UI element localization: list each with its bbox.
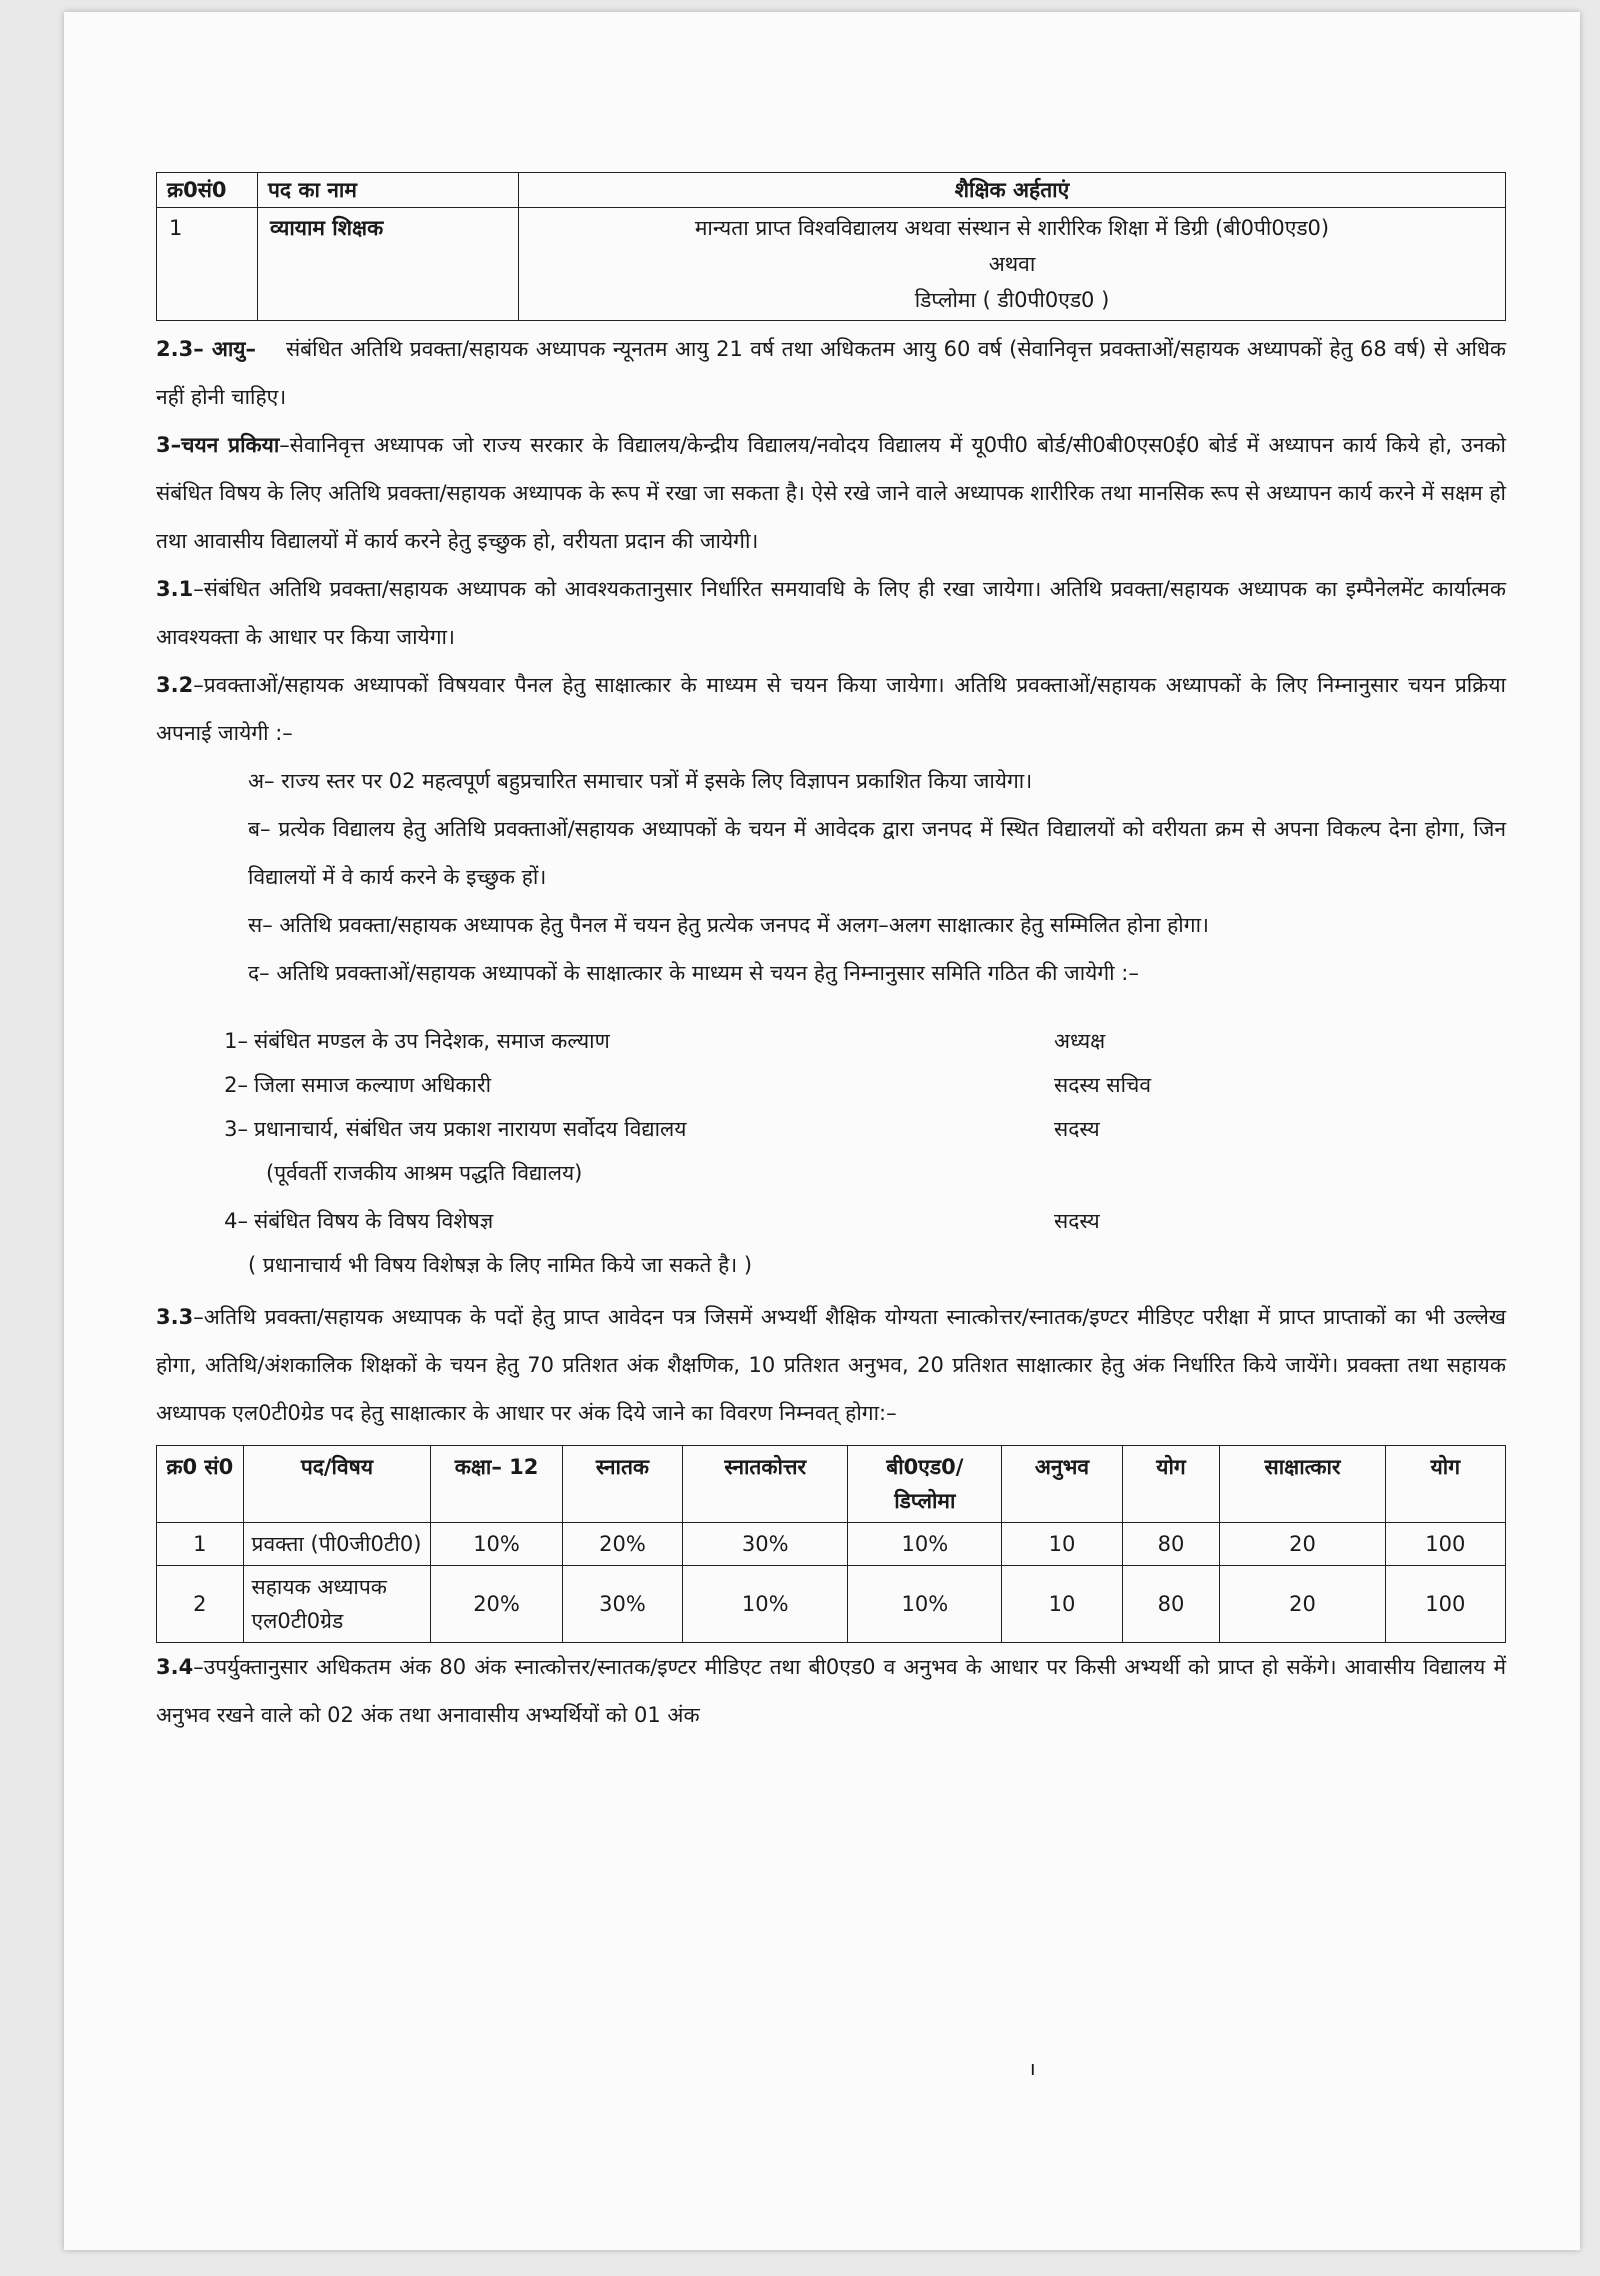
committee-list xyxy=(156,1019,1506,1287)
table-header-row xyxy=(157,173,1506,208)
committee-number: 1– xyxy=(224,1029,248,1053)
table-cell: 100 xyxy=(1385,1523,1505,1566)
table-cell: 20 xyxy=(1220,1523,1385,1566)
qualification-line: मान्यता प्राप्त विश्वविद्यालय अथवा संस्थान से शारीरिक शिक्षा में डिग्री (बी0पी0एड0) xyxy=(694,216,1330,240)
list-item: अ– राज्य स्तर पर 02 महत्वपूर्ण बहुप्रचारित समाचार पत्रों में इसके लिए विज्ञापन प्रकाशित किया जायेगा। xyxy=(248,769,1033,793)
table-header-cell: कक्षा– 12 xyxy=(431,1446,563,1523)
table-header-cell: स्नातकोत्तर xyxy=(683,1446,848,1523)
section-3-2 xyxy=(156,661,1506,757)
qualification-line: अथवा xyxy=(988,252,1036,276)
section-3-4 xyxy=(156,1643,1506,1739)
table-header-cell: बी0एड0/ डिप्लोमा xyxy=(848,1446,1002,1523)
table-header-cell: योग xyxy=(1385,1446,1505,1523)
list-item: स– अतिथि प्रवक्ता/सहायक अध्यापक हेतु पैनल में चयन हेतु प्रत्येक जनपद में अलग–अलग साक्षात्कार हेतु सम्मिलित होना होगा। xyxy=(248,913,1209,937)
section-label: 3–चयन प्रकिया xyxy=(156,433,280,457)
table-cell: 30% xyxy=(562,1566,682,1643)
marks-table xyxy=(156,1445,1506,1643)
committee-member: जिला समाज कल्याण अधिकारी xyxy=(254,1073,492,1097)
committee-role: सदस्य सचिव xyxy=(1054,1073,1152,1097)
table-header-cell: शैक्षिक अर्हताएं xyxy=(519,173,1506,208)
table-cell: व्यायाम शिक्षक xyxy=(258,208,519,321)
section-label: 3.1 xyxy=(156,577,194,601)
table-cell: 10 xyxy=(1002,1566,1122,1643)
document-body xyxy=(156,172,1506,1739)
table-cell: 100 xyxy=(1385,1566,1505,1643)
section-text: –प्रवक्ताओं/सहायक अध्यापकों विषयवार पैनल हेतु साक्षात्कार के माध्यम से चयन किया जायेगा। अतिथि प्रवक्ताओं/सहायक अध्यापकों के लिए निम्नानुसार चयन प्रक्रिया अपनाई जायेगी :– xyxy=(156,673,1506,745)
table-header-cell: पद का नाम xyxy=(258,173,519,208)
committee-item xyxy=(156,1199,1506,1243)
table-cell: प्रवक्ता (पी0जी0टी0) xyxy=(243,1523,431,1566)
section-text: –अतिथि प्रवक्ता/सहायक अध्यापक के पदों हेतु प्राप्त आवेदन पत्र जिसमें अभ्यर्थी शैक्षिक योग्यता स्नात्कोत्तर/स्नातक/इण्टर मीडिएट परीक्षा में प्राप्त प्राप्ताकों का भी उल्लेख होगा, अतिथि/अंशकालिक शिक्षकों के चयन हेतु 70 प्रतिशत अंक शैक्षणिक, 10 प्रतिशत अनुभव, 20 प्रतिशत साक्षात्कार हेतु अंक निर्धारित किये जायेंगे। प्रवक्ता तथा सहायक अध्यापक एल0टी0ग्रेड पद हेतु साक्षात्कार के आधार पर अंक दिये जाने का विवरण निम्नवत् होगा:– xyxy=(156,1305,1506,1425)
table-cell: 20% xyxy=(562,1523,682,1566)
table-row xyxy=(157,1566,1506,1643)
list-item: द– अतिथि प्रवक्ताओं/सहायक अध्यापकों के साक्षात्कार के माध्यम से चयन हेतु निम्नानुसार समिति गठित की जायेगी :– xyxy=(248,961,1139,985)
committee-member: संबंधित विषय के विषय विशेषज्ञ xyxy=(254,1209,494,1233)
table-header-cell: अनुभव xyxy=(1002,1446,1122,1523)
table-cell: सहायक अध्यापक एल0टी0ग्रेड xyxy=(243,1566,431,1643)
list-item: ब– प्रत्येक विद्यालय हेतु अतिथि प्रवक्ताओं/सहायक अध्यापकों के चयन में आवेदक द्वारा जनपद में स्थित विद्यालयों को वरीयता क्रम से अपना विकल्प देना होगा, जिन विद्यालयों में वे कार्य करने के इच्छुक हों। xyxy=(248,817,1506,889)
table-cell: 10% xyxy=(848,1523,1002,1566)
table-cell: 10% xyxy=(683,1566,848,1643)
table-cell: 80 xyxy=(1122,1523,1220,1566)
section-3-3 xyxy=(156,1293,1506,1437)
table-header-cell: क्र0सं0 xyxy=(157,173,258,208)
section-label: 3.2 xyxy=(156,673,194,697)
table-cell: 80 xyxy=(1122,1566,1220,1643)
committee-note: ( प्रधानाचार्य भी विषय विशेषज्ञ के लिए नामित किये जा सकते है। ) xyxy=(248,1253,753,1277)
committee-member: प्रधानाचार्य, संबंधित जय प्रकाश नारायण सर्वोदय विद्यालय xyxy=(254,1117,687,1141)
table-cell: 1 xyxy=(157,1523,244,1566)
committee-note: (पूर्ववर्ती राजकीय आश्रम पद्धति विद्यालय) xyxy=(266,1161,583,1185)
section-label: 2.3– आयु– xyxy=(156,337,256,361)
table-row xyxy=(157,1523,1506,1566)
qualification-cell xyxy=(519,208,1506,321)
table-row xyxy=(157,208,1506,321)
table-header-cell: पद/विषय xyxy=(243,1446,431,1523)
committee-number: 2– xyxy=(224,1073,248,1097)
section-text: –उपर्युक्तानुसार अधिकतम अंक 80 अंक स्नात्कोत्तर/स्नातक/इण्टर मीडिएट तथा बी0एड0 व अनुभव के आधार पर किसी अभ्यर्थी को प्राप्त हो सकेंगे। आवासीय विद्यालय में अनुभव रखने वाले को 02 अंक तथा अनावासीय अभ्यर्थियों को 01 अंक xyxy=(156,1655,1506,1727)
committee-member: संबंधित मण्डल के उप निदेशक, समाज कल्याण xyxy=(254,1029,610,1053)
section-text: –सेवानिवृत्त अध्यापक जो राज्य सरकार के विद्यालय/केन्द्रीय विद्यालय/नवोदय विद्यालय में यू0पी0 बोर्ड/सी0बी0एस0ई0 बोर्ड में अध्यापन कार्य किये हो, उनको संबंधित विषय के लिए अतिथि प्रवक्ता/सहायक अध्यापक के रूप में रखा जा सकता है। ऐसे रखे जाने वाले अध्यापक शारीरिक तथा मानसिक रूप से अध्यापन कार्य करने में सक्षम हो तथा आवासीय विद्यालयों में कार्य करने हेतु इच्छुक हो, वरीयता प्रदान की जायेगी। xyxy=(156,433,1506,553)
committee-role: सदस्य xyxy=(1054,1209,1100,1233)
committee-number: 3– xyxy=(224,1117,248,1141)
table-cell: 10 xyxy=(1002,1523,1122,1566)
table-cell: 30% xyxy=(683,1523,848,1566)
committee-role: अध्यक्ष xyxy=(1054,1029,1106,1053)
table-cell: 20% xyxy=(431,1566,563,1643)
section-text: संबंधित अतिथि प्रवक्ता/सहायक अध्यापक न्यूनतम आयु 21 वर्ष तथा अधिकतम आयु 60 वर्ष (सेवानिवृत्त प्रवक्ताओं/सहायक अध्यापकों हेतु 68 वर्ष) से अधिक नहीं होनी चाहिए। xyxy=(156,337,1506,409)
table-cell: 20 xyxy=(1220,1566,1385,1643)
qualification-table xyxy=(156,172,1506,321)
section-3-1 xyxy=(156,565,1506,661)
committee-role: सदस्य xyxy=(1054,1117,1100,1141)
section-text: –संबंधित अतिथि प्रवक्ता/सहायक अध्यापक को आवश्यकतानुसार निर्धारित समयावधि के लिए ही रखा जायेगा। अतिथि प्रवक्ता/सहायक अध्यापक का इम्पैनेलमेंट कार्यात्मक आवश्यक्ता के आधार पर किया जायेगा। xyxy=(156,577,1506,649)
section-3 xyxy=(156,421,1506,565)
committee-item xyxy=(156,1063,1506,1107)
table-cell: 10% xyxy=(848,1566,1002,1643)
table-cell: 2 xyxy=(157,1566,244,1643)
table-header-row xyxy=(157,1446,1506,1523)
table-header-cell: साक्षात्कार xyxy=(1220,1446,1385,1523)
table-header-cell: क्र0 सं0 xyxy=(157,1446,244,1523)
document-page xyxy=(64,12,1580,2250)
committee-item xyxy=(156,1107,1506,1151)
section-2-3 xyxy=(156,325,1506,421)
table-header-cell: स्नातक xyxy=(562,1446,682,1523)
section-label: 3.3 xyxy=(156,1305,194,1329)
table-cell: 1 xyxy=(157,208,258,321)
table-header-cell: योग xyxy=(1122,1446,1220,1523)
table-cell: 10% xyxy=(431,1523,563,1566)
section-label: 3.4 xyxy=(156,1655,194,1679)
committee-number: 4– xyxy=(224,1209,248,1233)
committee-item xyxy=(156,1019,1506,1063)
qualification-line: डिप्लोमा ( डी0पी0एड0 ) xyxy=(914,288,1110,312)
page-mark: ı xyxy=(1030,2056,1036,2080)
